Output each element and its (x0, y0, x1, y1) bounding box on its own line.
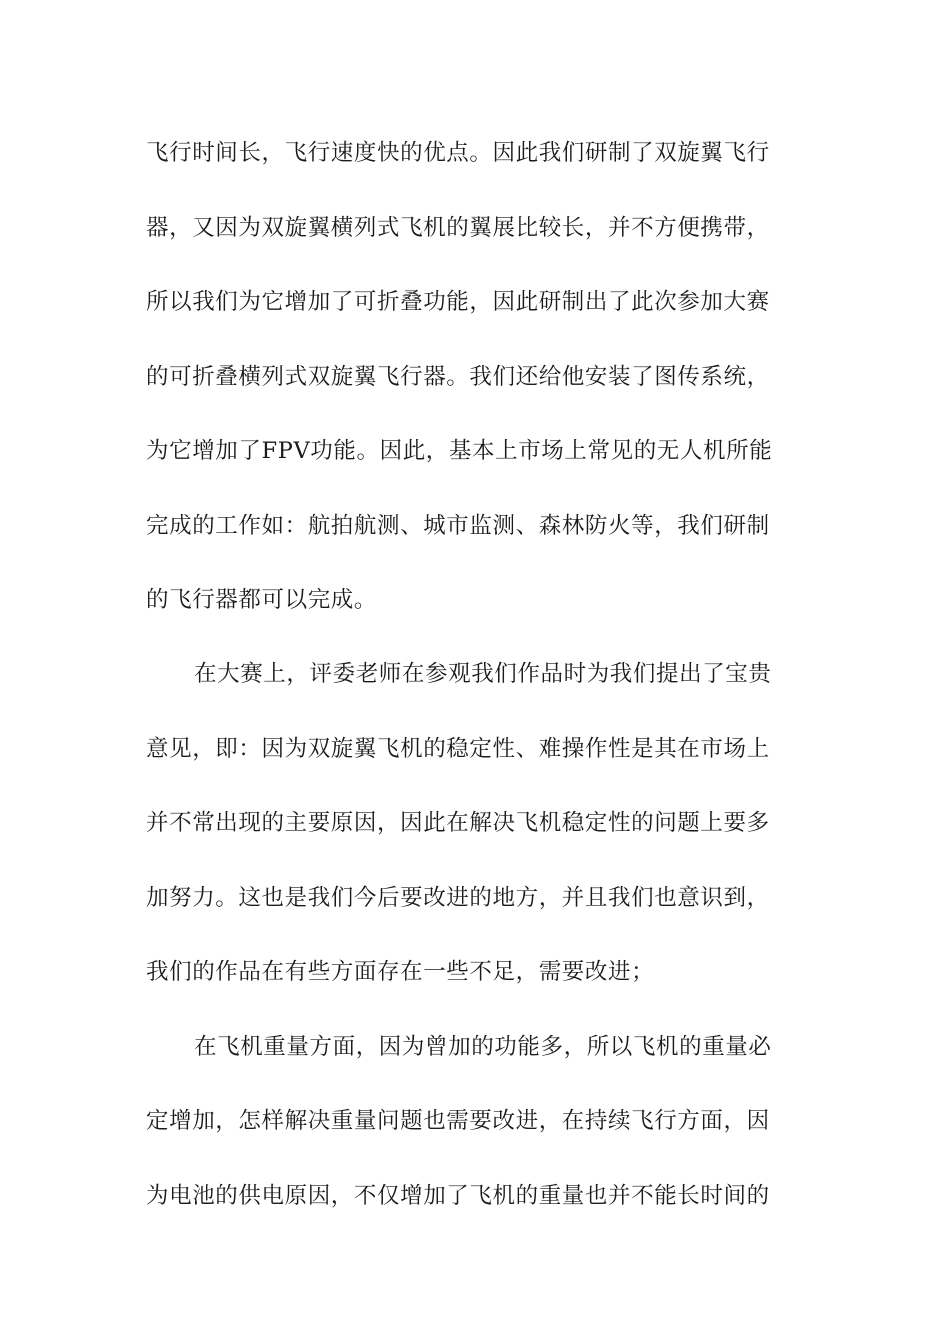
text-line: 意见，即：因为双旋翼飞机的稳定性、难操作性是其在市场上 (146, 736, 770, 762)
text-line: 飞行时间长，飞行速度快的优点。因此我们研制了双旋翼飞行 (146, 140, 770, 166)
text-line: 的飞行器都可以完成。 (146, 587, 378, 613)
text-line: 为电池的供电原因，不仅增加了飞机的重量也并不能长时间的 (146, 1183, 770, 1209)
paragraph-first-line: 在飞机重量方面，因为曾加的功能多，所以飞机的重量必 (194, 1034, 772, 1060)
text-line: 加努力。这也是我们今后要改进的地方，并且我们也意识到， (146, 885, 770, 911)
text-line: 的可折叠横列式双旋翼飞行器。我们还给他安装了图传系统， (146, 364, 770, 390)
text-line: 所以我们为它增加了可折叠功能，因此研制出了此次参加大赛 (146, 289, 770, 315)
text-line: 定增加，怎样解决重量问题也需要改进，在持续飞行方面，因 (146, 1108, 770, 1134)
text-line: 并不常出现的主要原因，因此在解决飞机稳定性的问题上要多 (146, 810, 770, 836)
text-line: 完成的工作如：航拍航测、城市监测、森林防火等，我们研制 (146, 513, 770, 539)
paragraph-first-line: 在大赛上，评委老师在参观我们作品时为我们提出了宝贵 (194, 661, 772, 687)
text-line: 为它增加了FPV功能。因此，基本上市场上常见的无人机所能 (146, 438, 773, 464)
text-line: 我们的作品在有些方面存在一些不足，需要改进； (146, 959, 655, 985)
text-line: 器，又因为双旋翼横列式飞机的翼展比较长，并不方便携带， (146, 215, 770, 241)
